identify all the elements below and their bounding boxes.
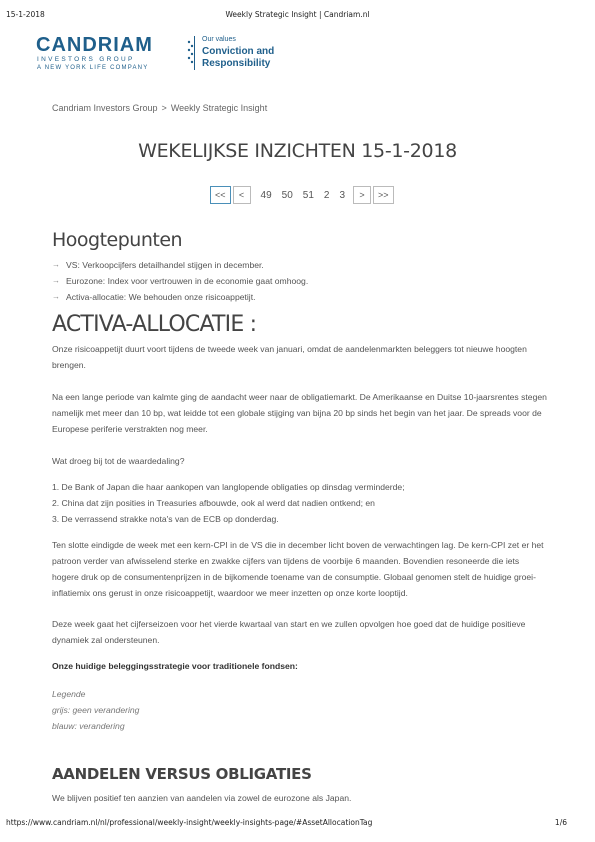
pagination-page[interactable]: 3	[339, 189, 346, 201]
list-item	[52, 289, 308, 305]
list-item	[52, 273, 308, 289]
list-item	[52, 257, 308, 273]
paragraph: Onze risicoappetijt duurt voort tijdens de tweede week van januari, omdat de aandelenmarkten beleggers tot nieuwe hoogten brengen.	[52, 344, 527, 370]
breadcrumb-separator: >	[161, 103, 167, 113]
strategy-heading: Onze huidige beleggingsstrategie voor traditionele fondsen:	[52, 661, 298, 671]
asset-allocation-heading: ACTIVA-ALLOCATIE :	[52, 312, 257, 337]
list-item-text: Eurozone: Index voor vertrouwen in de economie gaat omhoog.	[66, 276, 309, 286]
legend-item-blue: blauw: verandering	[52, 721, 125, 731]
list-item: 2. China dat zijn posities in Treasuries afbouwde, ook al werd dat nadien ontkend; en	[52, 498, 375, 508]
paragraph: Deze week gaat het cijferseizoen voor het vierde kwartaal van start en we zullen opvolgen hoe goed dat de huidige positieve dynamiek zal ondersteunen.	[52, 619, 526, 645]
logo-sub1: INVESTORS GROUP	[37, 56, 135, 63]
arrow-right-icon: →	[52, 276, 60, 285]
list-item-text: VS: Verkoopcijfers detailhandel stijgen in december.	[66, 260, 264, 270]
pagination-next-button[interactable]: >	[353, 186, 371, 204]
logo-sub2: A NEW YORK LIFE COMPANY	[37, 65, 149, 71]
print-page-number: 1/6	[554, 818, 567, 827]
pagination-page[interactable]: 49	[260, 189, 272, 201]
candriam-logo[interactable]	[36, 34, 276, 78]
print-url[interactable]: https://www.candriam.nl/nl/professional/weekly-insight/weekly-insights-page/#AssetAllocationTag	[6, 818, 373, 827]
pagination-page[interactable]: 50	[281, 189, 293, 201]
logo-tag-line1: Conviction and	[202, 46, 275, 57]
list-item: 1. De Bank of Japan die haar aankopen van langlopende obligaties op dinsdag verminderde;	[52, 482, 405, 492]
reasons-list	[52, 479, 547, 527]
arrow-right-icon: →	[52, 292, 60, 301]
pagination-page[interactable]: 51	[302, 189, 314, 201]
legend	[52, 686, 547, 734]
breadcrumb-item-home[interactable]: Candriam Investors Group	[52, 103, 158, 113]
print-date: 15-1-2018	[6, 10, 45, 19]
pagination-page[interactable]: 2	[323, 189, 330, 201]
logo-tag-line2: Responsibility	[202, 58, 271, 69]
highlights-heading: Hoogtepunten	[52, 229, 183, 251]
logo-divider	[194, 36, 195, 70]
logo-tag-small: Our values	[202, 36, 236, 43]
pagination-prev-button[interactable]: <	[233, 186, 251, 204]
legend-item-grey: grijs: geen verandering	[52, 705, 140, 715]
paragraph: Wat droeg bij tot de waardedaling?	[52, 456, 185, 466]
print-footer	[0, 818, 595, 830]
legend-title: Legende	[52, 689, 86, 699]
paragraph: Na een lange periode van kalmte ging de aandacht weer naar de obligatiemarkt. De Amerikaanse en Duitse 10-jaarsrentes stegen namelijk met meer dan 10 bp, wat leidde tot een globale stijging van bijna 20 bp sinds het begin van het jaar. De spreads voor de Europese periferie verstrakten nog meer.	[52, 392, 547, 434]
highlights-list	[52, 257, 308, 305]
pagination-first-button[interactable]: <<	[210, 186, 231, 204]
page-title: WEKELIJKSE INZICHTEN 15-1-2018	[138, 140, 457, 162]
arrow-right-icon: →	[52, 260, 60, 269]
list-item: 3. De verrassend strakke nota's van de ECB op donderdag.	[52, 514, 279, 524]
list-item-text: Activa-allocatie: We behouden onze risicoappetijt.	[66, 292, 256, 302]
breadcrumb-item-current[interactable]: Weekly Strategic Insight	[170, 103, 268, 113]
logo-name: CANDRIAM	[36, 34, 153, 56]
paragraph: Ten slotte eindigde de week met een kern-CPI in de VS die in december licht boven de verwachtingen lag. De kern-CPI zet er het patroon verder van afwisselend sterke en zwakke cijfers van tijdens de voorbije 6 maanden. Bovendien resoneerde die iets hogere druk op de consumentenprijzen in de bijkomende toename van de consumptie. Globaal genomen stelt de huidige groei-inflatiemix ons gerust in onze risicoappetijt, waardoor we meer inzetten op onze korte looptijd.	[52, 540, 544, 598]
equities-vs-bonds-heading: AANDELEN VERSUS OBLIGATIES	[52, 765, 312, 783]
pagination	[210, 185, 394, 205]
breadcrumb	[52, 103, 267, 113]
print-page-title: Weekly Strategic Insight | Candriam.nl	[225, 10, 370, 19]
paragraph: We blijven positief ten aanzien van aandelen via zowel de eurozone als Japan.	[52, 793, 352, 803]
print-header	[0, 10, 595, 22]
pagination-last-button[interactable]: >>	[373, 186, 394, 204]
